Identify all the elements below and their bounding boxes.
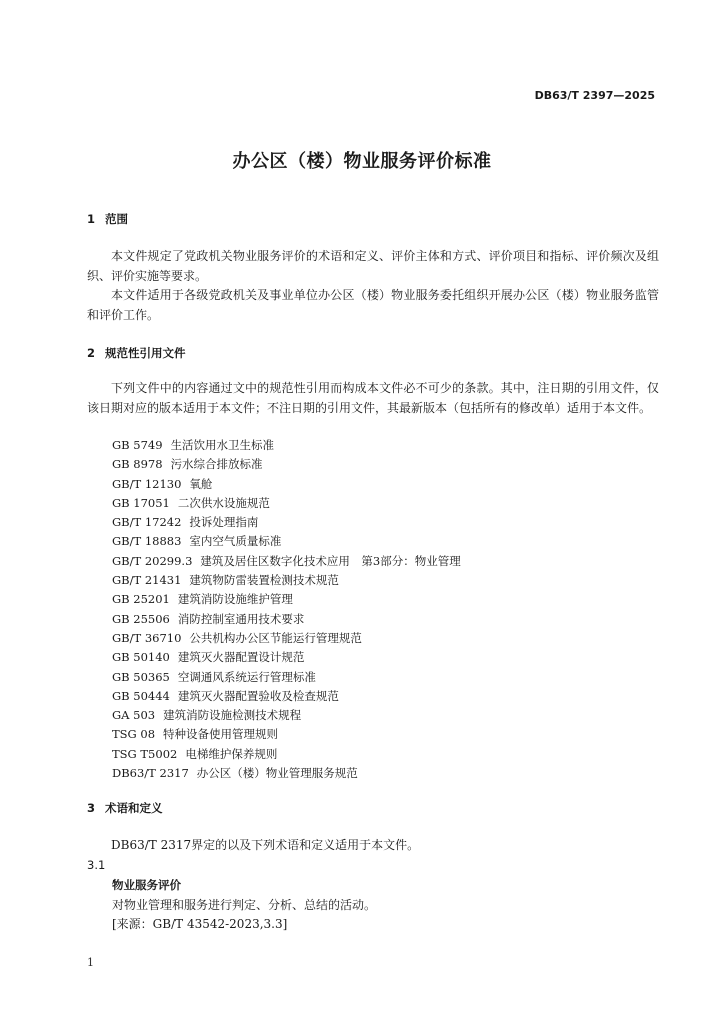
reference-code: GB 8978 (112, 457, 163, 472)
reference-name: 室内空气质量标准 (189, 534, 282, 549)
section-title: 范围 (105, 212, 128, 226)
reference-item (112, 455, 461, 474)
term-name: 物业服务评价 (112, 878, 181, 892)
reference-item (112, 725, 461, 744)
section-title: 规范性引用文件 (105, 346, 186, 360)
reference-item (112, 629, 461, 648)
reference-name: 特种设备使用管理规则 (163, 727, 279, 742)
reference-item (112, 745, 461, 764)
reference-code: GB 50140 (112, 650, 170, 665)
reference-name: 消防控制室通用技术要求 (177, 611, 305, 626)
section-2-paragraph-1: 下列文件中的内容通过文中的规范性引用而构成本文件必不可少的条款。其中，注日期的引用文件，仅该日期对应的版本适用于本文件；不注日期的引用文件，其最新版本（包括所有的修改单）适用于本文件。 (87, 381, 659, 415)
reference-code: GB/T 17242 (112, 515, 182, 530)
reference-code: GA 503 (112, 708, 156, 723)
reference-name: 电梯维护保养规则 (185, 746, 278, 761)
reference-name: 建筑及居住区数字化技术应用 第3部分：物业管理 (200, 553, 461, 568)
reference-code: GB/T 21431 (112, 573, 182, 588)
term-number: 3.1 (87, 858, 106, 872)
standard-code: DB63/T 2397—2025 (534, 89, 655, 102)
term-source: [来源：GB/T 43542-2023,3.3] (112, 917, 288, 931)
reference-code: GB/T 12130 (112, 476, 182, 491)
reference-item (112, 513, 461, 532)
reference-item (112, 552, 461, 571)
reference-code: TSG T5002 (112, 746, 178, 761)
term-definition: 对物业管理和服务进行判定、分析、总结的活动。 (112, 898, 377, 912)
reference-code: GB 17051 (112, 495, 170, 510)
reference-name: 生活饮用水卫生标准 (170, 438, 275, 452)
reference-name: 建筑灭火器配置设计规范 (177, 650, 305, 665)
reference-code: GB 25506 (112, 611, 170, 626)
reference-item (112, 648, 461, 667)
reference-item (112, 494, 461, 513)
reference-item (112, 706, 461, 725)
section-1-heading (87, 211, 128, 227)
reference-code: GB 5749 (112, 438, 163, 452)
section-3-paragraph-1: DB63/T 2317界定的以及下列术语和定义适用于本文件。 (111, 838, 420, 852)
reference-item (112, 764, 461, 783)
reference-list (112, 436, 461, 783)
section-1-paragraph-1: 本文件规定了党政机关物业服务评价的术语和定义、评价主体和方式、评价项目和指标、评价频次及组织、评价实施等要求。 (87, 249, 659, 283)
reference-code: GB 50444 (112, 688, 170, 703)
reference-name: 建筑消防设施检测技术规程 (163, 708, 302, 723)
reference-name: 氧舱 (189, 476, 213, 491)
reference-name: 污水综合排放标准 (170, 457, 263, 472)
reference-item (112, 590, 461, 609)
reference-item (112, 532, 461, 551)
reference-name: 公共机构办公区节能运行管理规范 (189, 630, 362, 645)
section-number: 2 (87, 346, 96, 360)
reference-item (112, 475, 461, 494)
reference-name: 建筑灭火器配置验收及检查规范 (177, 688, 339, 703)
reference-item (112, 436, 461, 455)
section-number: 1 (87, 212, 96, 226)
section-number: 3 (87, 801, 96, 815)
reference-code: GB/T 18883 (112, 534, 182, 549)
reference-item (112, 610, 461, 629)
section-title: 术语和定义 (105, 801, 163, 815)
reference-name: 建筑物防雷装置检测技术规范 (189, 573, 339, 588)
reference-name: 建筑消防设施维护管理 (177, 592, 293, 607)
reference-name: 二次供水设施规范 (177, 495, 270, 510)
reference-name: 办公区（楼）物业管理服务规范 (196, 766, 358, 781)
reference-code: GB 25201 (112, 592, 170, 607)
page-number: 1 (87, 956, 94, 969)
reference-name: 空调通风系统运行管理标准 (177, 669, 316, 684)
reference-code: GB 50365 (112, 669, 170, 684)
reference-item (112, 571, 461, 590)
reference-code: DB63/T 2317 (112, 766, 189, 781)
reference-code: GB/T 20299.3 (112, 553, 193, 568)
reference-code: GB/T 36710 (112, 630, 182, 645)
section-1-paragraph-2: 本文件适用于各级党政机关及事业单位办公区（楼）物业服务委托组织开展办公区（楼）物业服务监管和评价工作。 (87, 288, 659, 322)
section-3-heading (87, 800, 163, 816)
section-2-heading (87, 345, 186, 361)
reference-code: TSG 08 (112, 727, 156, 742)
reference-item (112, 687, 461, 706)
reference-name: 投诉处理指南 (189, 515, 259, 530)
document-title: 办公区（楼）物业服务评价标准 (232, 151, 492, 172)
reference-item (112, 668, 461, 687)
